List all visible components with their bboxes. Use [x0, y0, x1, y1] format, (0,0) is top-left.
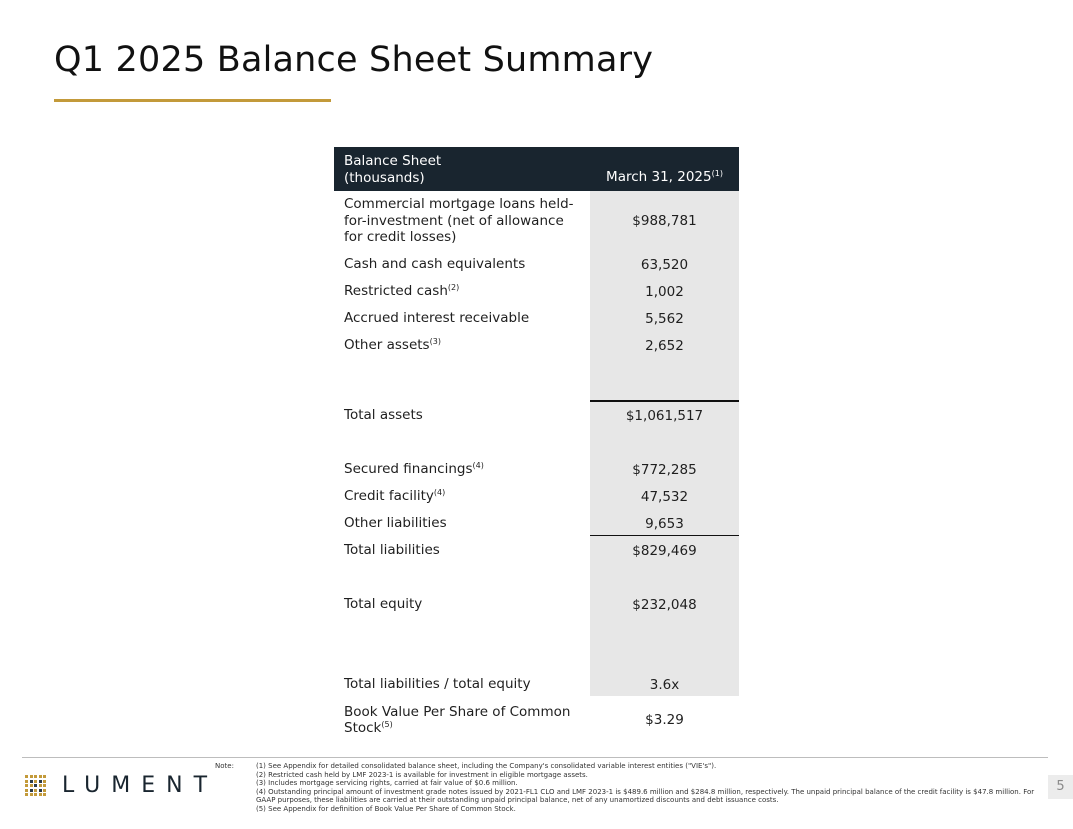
header-units: (thousands): [344, 170, 425, 186]
row-label: [334, 461, 590, 478]
footnote: (1) See Appendix for detailed consolidated balance sheet, including the Company's consolidated variable interest entities ("VIE's").: [256, 762, 717, 770]
row-label-footnote: (5): [381, 720, 393, 729]
row-value: 47,532: [640, 488, 689, 505]
row-label: [334, 704, 590, 737]
row-label: [334, 488, 590, 505]
row-label-text: Restricted cash: [344, 283, 448, 300]
header-label: [344, 153, 441, 187]
table-row: [334, 305, 739, 332]
table-row: [334, 591, 739, 618]
table-row: [334, 698, 739, 742]
footnote: (5) See Appendix for definition of Book Value Per Share of Common Stock.: [256, 804, 516, 813]
title-underline: [54, 99, 331, 102]
note-label: Note:: [215, 762, 234, 770]
row-value: $3.29: [645, 712, 684, 728]
row-label: [334, 256, 590, 273]
page-number: 5: [1048, 775, 1073, 799]
row-label: [334, 676, 590, 693]
page-title: Q1 2025 Balance Sheet Summary: [54, 40, 654, 80]
table-row: [334, 191, 739, 251]
row-value: 2,652: [645, 337, 684, 354]
row-label: [334, 337, 590, 354]
row-label-text: Accrued interest receivable: [344, 310, 530, 327]
row-label: [334, 310, 590, 327]
footnote: (2) Restricted cash held by LMF 2023-1 is available for investment in eligible mortgage assets.: [256, 770, 588, 779]
row-label: [334, 407, 590, 424]
row-value: $1,061,517: [625, 407, 704, 424]
row-label-text: Cash and cash equivalents: [344, 256, 526, 273]
row-label-text: Total liabilities / total equity: [344, 676, 531, 693]
footer-divider: [22, 757, 1048, 758]
table-row: [334, 332, 739, 359]
row-label-text: Credit facility: [344, 488, 434, 505]
row-label-footnote: (4): [472, 461, 484, 471]
footnote: (4) Outstanding principal amount of investment grade notes issued by 2021-FL1 CLO and LMF 2023-1 is $489.6 million and $284.8 million, respectively. The unpaid principal balance of the credit facility is $47.8 million. For GAAP purposes, these liabilities are carried at their outstanding unpaid principal balance, net of any unamortized discounts and debt issuance costs.: [256, 787, 1035, 805]
table-row: [334, 537, 739, 564]
row-value: 63,520: [640, 256, 689, 273]
row-value: $829,469: [632, 542, 697, 559]
column-header-footnote: (1): [711, 169, 723, 178]
subtotal-rule: [590, 535, 739, 537]
row-value: $988,781: [632, 213, 697, 229]
row-value: 1,002: [645, 283, 684, 300]
row-label-text: Total assets: [344, 407, 423, 424]
row-value: $232,048: [632, 596, 697, 613]
balance-sheet-table: [334, 147, 739, 736]
table-row: [334, 483, 739, 510]
row-label-footnote: (4): [433, 488, 446, 498]
row-label-text: Other assets: [344, 337, 430, 354]
logo-wordmark: LUMENT: [62, 773, 219, 798]
column-header: [590, 169, 739, 185]
row-value: 9,653: [645, 515, 684, 532]
row-label: [334, 283, 590, 300]
header-title: Balance Sheet: [344, 153, 442, 169]
row-value: $772,285: [632, 461, 697, 478]
row-label-footnote: (2): [447, 283, 460, 293]
table-row: [334, 510, 739, 537]
table-row: [334, 251, 739, 278]
row-label-text: Other liabilities: [344, 515, 447, 532]
row-label: [334, 196, 590, 246]
row-value: 3.6x: [649, 676, 680, 693]
row-label-text: Secured financings: [344, 461, 473, 478]
table-row: [334, 456, 739, 483]
lument-logo: [25, 773, 218, 798]
logo-grid-icon: [25, 775, 46, 796]
table-header: [334, 147, 739, 191]
column-header-text: March 31, 2025: [606, 169, 712, 185]
footnotes: [256, 762, 1036, 814]
footnote: (3) Includes mortgage servicing rights, carried at fair value of $0.6 million.: [256, 779, 518, 788]
row-label-text: Commercial mortgage loans held-for-investment (net of allowance for credit losses): [344, 196, 574, 246]
table-row: [334, 278, 739, 305]
row-label: [334, 542, 590, 559]
row-label-footnote: (3): [429, 337, 441, 347]
table-row: [334, 402, 739, 429]
row-label-text: Total equity: [344, 596, 423, 613]
row-label-text: Total liabilities: [344, 542, 440, 559]
row-value: 5,562: [645, 310, 684, 327]
row-label: [334, 596, 590, 613]
row-label-text: Book Value Per Share of Common Stock: [344, 703, 571, 736]
row-label: [334, 515, 590, 532]
table-row: [334, 671, 739, 698]
